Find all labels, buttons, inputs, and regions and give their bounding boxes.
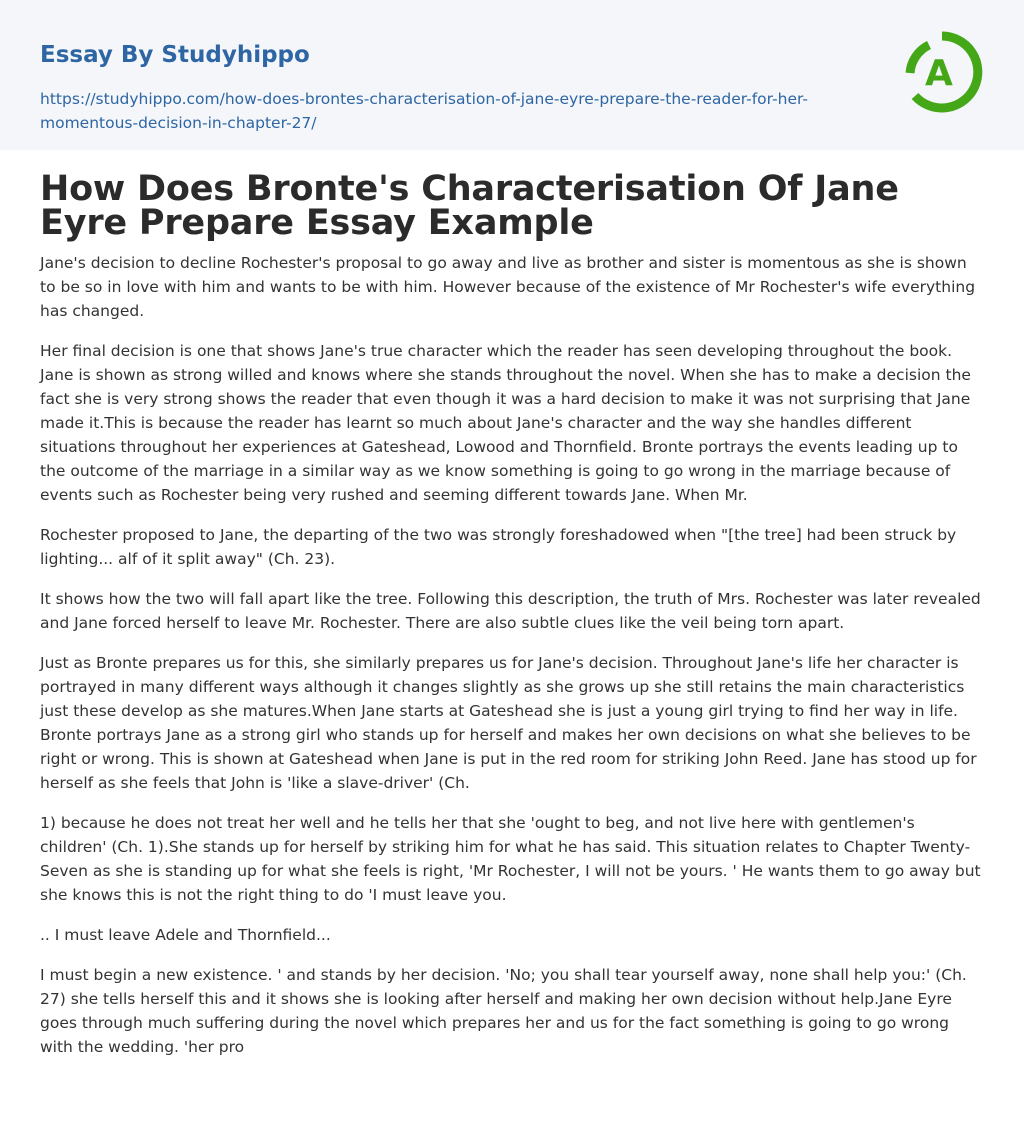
paragraph-1: Jane's decision to decline Rochester's proposal to go away and live as brother and sister is momentous as she is shown to be so in love with him and wants to be with him. However because of the existence of Mr Rochester's wife everything has changed.	[40, 254, 976, 320]
paragraph-8: I must begin a new existence. ' and stands by her decision. 'No; you shall tear yourself away, none shall help you:' (Ch. 27) she tells herself this and it shows she is looking after herself and making her own decision without help.Jane Eyre goes through much suffering during the novel which prepares her and us for the fact something is going to go wrong with the wedding. 'her pro	[40, 966, 967, 1056]
article	[0, 150, 1024, 1059]
paragraph-3: Rochester proposed to Jane, the departing of the two was strongly foreshadowed when "[the tree] had been struck by lighting... alf of it split away" (Ch. 23).	[40, 526, 957, 568]
logo-letter: A	[925, 53, 953, 94]
page-title: How Does Bronte's Characterisation Of Jane Eyre Prepare Essay Example	[40, 169, 899, 243]
paragraph-5: Just as Bronte prepares us for this, she similarly prepares us for Jane's decision. Throughout Jane's life her character is portrayed in many different ways although it changes slightly as she grows up she still retains the main characteristics just these develop as she matures.When Jane starts at Gateshead she is just a young girl trying to find her way in life. Bronte portrays Jane as a strong girl who stands up for herself and makes her own decisions on what she believes to be right or wrong. This is shown at Gateshead when Jane is put in the red room for striking John Reed. Jane has stood up for herself as she feels that John is 'like a slave-driver' (Ch.	[40, 654, 977, 792]
paragraph-4: It shows how the two will fall apart like the tree. Following this description, the truth of Mrs. Rochester was later revealed and Jane forced herself to leave Mr. Rochester. There are also subtle clues like the veil being torn apart.	[40, 590, 981, 632]
source-url-link[interactable]: https://studyhippo.com/how-does-brontes-characterisation-of-jane-eyre-prepare-the-reader-for-her-momentous-decision-in-chapter-27/	[40, 90, 808, 132]
site-header	[0, 0, 1024, 150]
studyhippo-logo-icon[interactable]	[899, 29, 985, 115]
brand-title[interactable]: Essay By Studyhippo	[40, 42, 310, 68]
paragraph-7: .. I must leave Adele and Thornfield...	[40, 926, 331, 944]
paragraph-6: 1) because he does not treat her well and he tells her that she 'ought to beg, and not live here with gentlemen's children' (Ch. 1).She stands up for herself by striking him for what he has said. This situation relates to Chapter Twenty-Seven as she is standing up for what she feels is right, 'Mr Rochester, I will not be yours. ' He wants them to go away but she knows this is not the right thing to do 'I must leave you.	[40, 814, 981, 904]
paragraph-2: Her final decision is one that shows Jane's true character which the reader has seen developing throughout the book. Jane is shown as strong willed and knows where she stands throughout the novel. When she has to make a decision the fact she is very strong shows the reader that even though it was a hard decision to make it was not surprising that Jane made it.This is because the reader has learnt so much about Jane's character and the way she handles different situations throughout her experiences at Gateshead, Lowood and Thornfield. Bronte portrays the events leading up to the outcome of the marriage in a similar way as we know something is going to go wrong in the marriage because of events such as Rochester being very rushed and seeming different towards Jane. When Mr.	[40, 342, 971, 504]
